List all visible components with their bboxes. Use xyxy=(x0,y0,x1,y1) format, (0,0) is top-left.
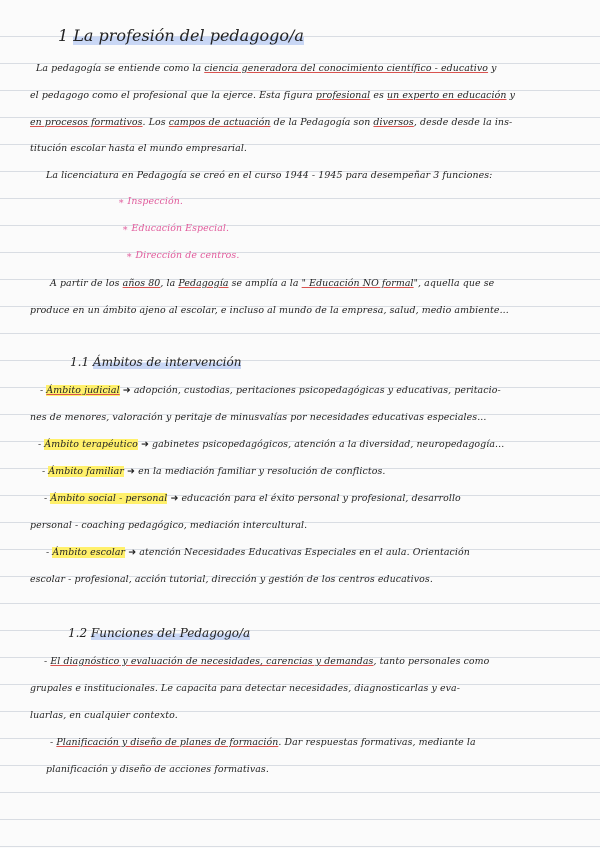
partir-line-1: A partir de los años 80, la Pedagogía se amplía a la " Educación NO formal", aquella que se xyxy=(50,278,495,289)
arrow-icon: ➜ xyxy=(128,547,137,558)
intro-line-4: titución escolar hasta el mundo empresarial. xyxy=(30,143,247,154)
arrow-icon: ➜ xyxy=(122,385,131,396)
funcion-1-line-1: - El diagnóstico y evaluación de necesidades, carencias y demandas, tanto personales como xyxy=(44,656,490,667)
page-title xyxy=(58,26,304,45)
intro-line-2: el pedagogo como el profesional que la ejerce. Esta figura profesional es un experto en educación y xyxy=(30,90,515,101)
title-number: 1 xyxy=(58,26,69,45)
ambito-social: - Ámbito social - personal ➜ educación para el éxito personal y profesional, desarrollo xyxy=(44,493,461,504)
partir-line-2: produce en un ámbito ajeno al escolar, e incluso al mundo de la empresa, salud, medio ambiente... xyxy=(30,305,509,316)
arrow-icon: ➜ xyxy=(127,466,135,477)
function-item-3: ∗ Dirección de centros. xyxy=(126,250,240,261)
funcion-2-line-2: planificación y diseño de acciones formativas. xyxy=(46,764,269,775)
ambito-terapeutico: - Ámbito terapéutico ➜ gabinetes psicopedagógicos, atención a la diversidad, neuropedagogía... xyxy=(38,439,505,450)
intro-line-3: en procesos formativos. Los campos de actuación de la Pedagogía son diversos, desde desde la ins- xyxy=(30,117,513,128)
ambito-social-cont: personal - coaching pedagógico, mediación intercultural. xyxy=(30,520,308,531)
ambito-escolar-cont: escolar - profesional, acción tutorial, dirección y gestión de los centros educativos. xyxy=(30,574,433,585)
function-item-1: ∗ Inspección. xyxy=(118,196,183,207)
licenciatura-text: La licenciatura en Pedagogía se creó en el curso 1944 - 1945 para desempeñar 3 funciones: xyxy=(46,170,493,181)
function-item-2: ∗ Educación Especial. xyxy=(122,223,230,234)
funcion-1-line-2: grupales e institucionales. Le capacita para detectar necesidades, diagnosticarlas y eva- xyxy=(30,683,461,694)
arrow-icon: ➜ xyxy=(170,493,179,504)
funcion-2-line-1: - Planificación y diseño de planes de formación. Dar respuestas formativas, mediante la xyxy=(50,737,476,748)
section-1-1-title: 1.1 Ámbitos de intervención xyxy=(70,355,242,369)
ambito-escolar: - Ámbito escolar ➜ atención Necesidades Educativas Especiales en el aula. Orientación xyxy=(46,547,470,558)
ambito-familiar: - Ámbito familiar ➜ en la mediación familiar y resolución de conflictos. xyxy=(42,466,386,477)
ambito-judicial: - Ámbito judicial ➜ adopción, custodias, peritaciones psicopedagógicas y educativas, peritacio- xyxy=(40,385,501,396)
section-1-2-title: 1.2 Funciones del Pedagogo/a xyxy=(68,626,251,640)
arrow-icon: ➜ xyxy=(140,439,149,450)
title-text: La profesión del pedagogo/a xyxy=(73,26,304,45)
funcion-1-line-3: luarlas, en cualquier contexto. xyxy=(30,710,178,721)
ambito-judicial-cont: nes de menores, valoración y peritaje de minusvalías por necesidades educativas especiales... xyxy=(30,412,487,423)
intro-line-1: La pedagogía se entiende como la ciencia generadora del conocimiento científico - educativo y xyxy=(36,63,497,74)
